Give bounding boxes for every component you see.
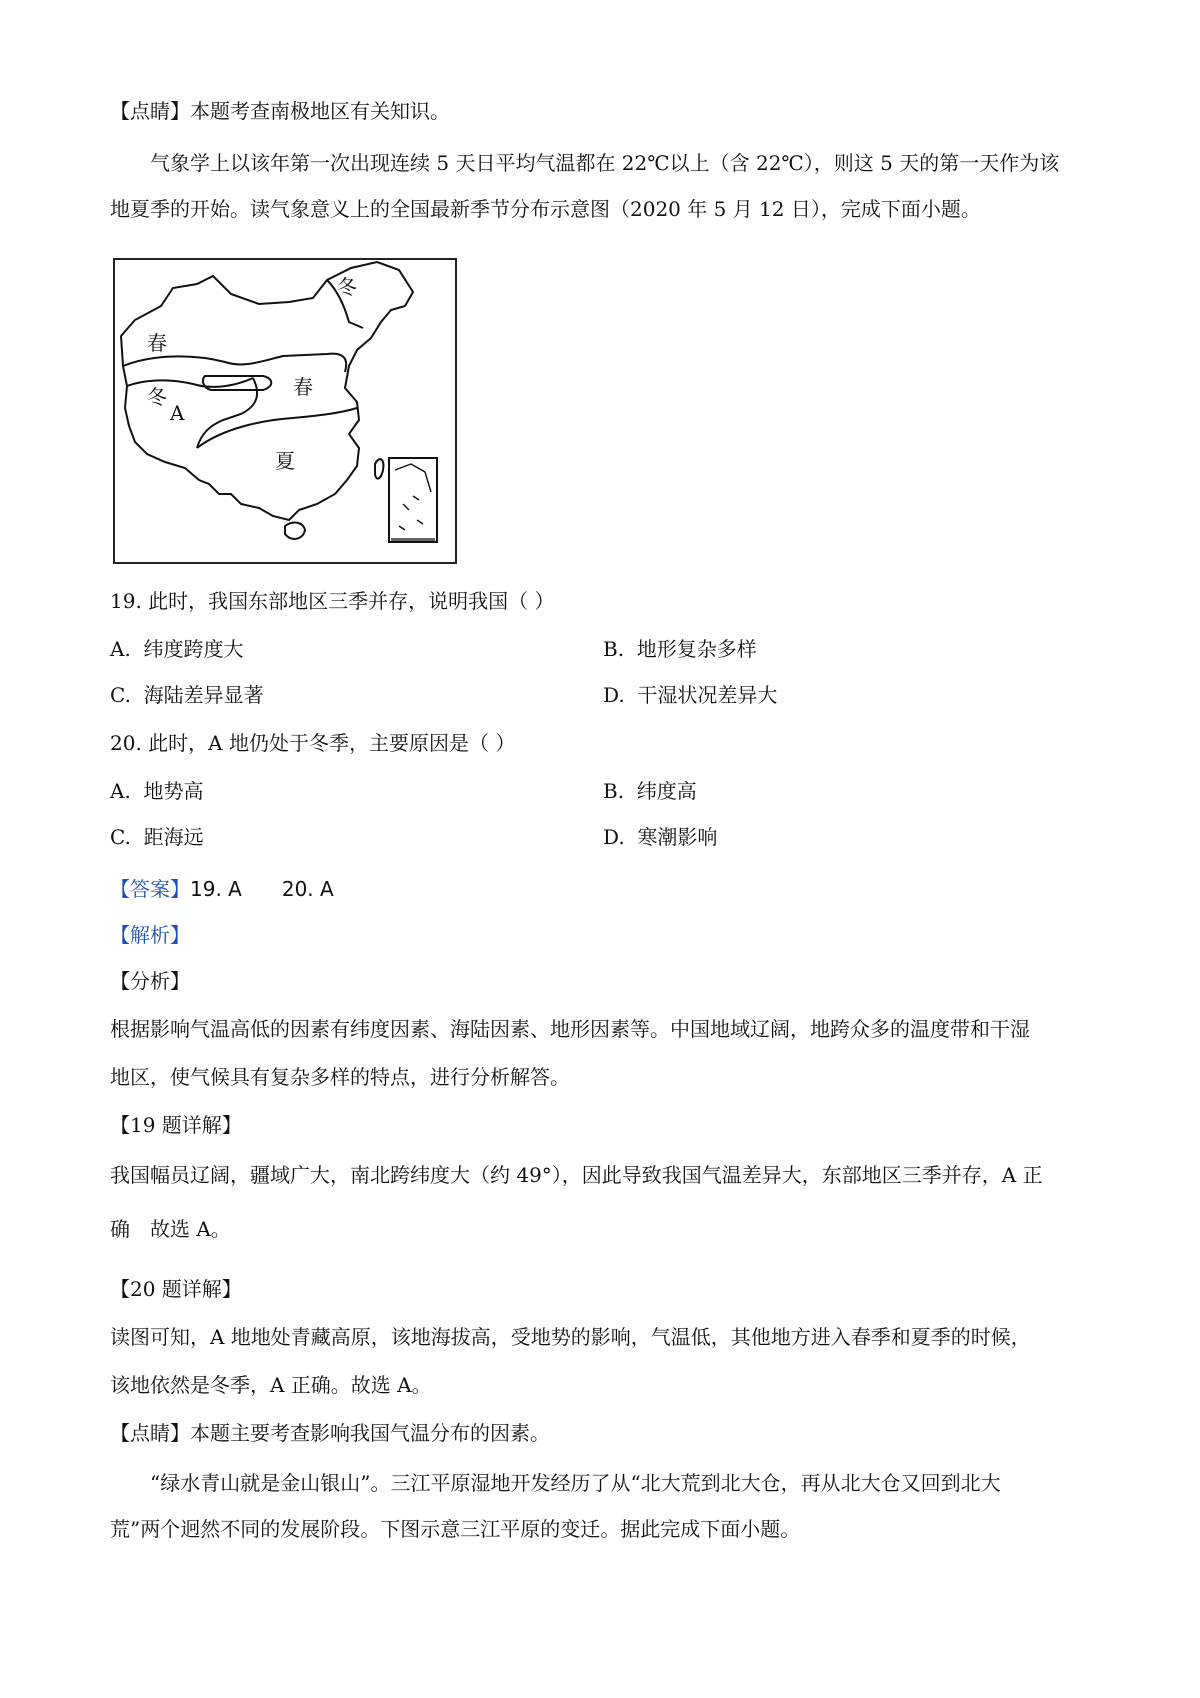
q19-option-c (110, 680, 264, 710)
q19-option-c-letter: C. (110, 683, 131, 707)
analysis-fenxi-title: 【分析】 (110, 969, 190, 993)
detail-20-p1: 读图可知，A 地地处青藏高原，该地海拔高，受地势的影响，气温低，其他地方进入春季和夏季的时候， (110, 1325, 1031, 1349)
next-intro-p2: 荒”两个迥然不同的发展阶段。下图示意三江平原的变迁。据此完成下面小题。 (110, 1517, 801, 1541)
q19-option-d (603, 680, 777, 710)
south-china-sea-inset (389, 458, 437, 542)
q19-option-b-letter: B. (603, 637, 625, 661)
detail-19-p2: 确 故选 A。 (110, 1217, 231, 1241)
q19-option-c-text: 海陆差异显著 (143, 683, 264, 707)
answer-20: 20. A (281, 877, 334, 901)
detail-19-title: 【19 题详解】 (110, 1113, 242, 1137)
dianjing-line: 【点睛】本题主要考查影响我国气温分布的因素。 (110, 1421, 550, 1445)
q20-option-b-letter: B. (603, 779, 625, 803)
china-season-map (113, 258, 457, 564)
label-central-spring: 春 (293, 375, 313, 399)
analysis-p1: 根据影响气温高低的因素有纬度因素、海陆因素、地形因素等。中国地域辽阔，地跨众多的温度带和干湿 (110, 1017, 1030, 1041)
detail-20-title: 【20 题详解】 (110, 1277, 242, 1301)
q20-option-d-letter: D. (603, 825, 625, 849)
q20-option-a (110, 776, 204, 806)
label-point-a: A (170, 401, 185, 425)
q20-option-c-letter: C. (110, 825, 131, 849)
answer-line (110, 874, 1100, 904)
intro-line-2: 地夏季的开始。读气象意义上的全国最新季节分布示意图（2020 年 5 月 12 日），完成下面小题。 (110, 197, 981, 221)
q20-option-d-text: 寒潮影响 (637, 825, 718, 849)
q20-option-b-text: 纬度高 (636, 779, 697, 803)
q19-option-b (603, 634, 757, 664)
analysis-tag: 【解析】 (110, 923, 190, 947)
q19-option-b-text: 地形复杂多样 (636, 637, 757, 661)
inset-scale-bar (391, 538, 435, 541)
q19-option-d-letter: D. (603, 683, 625, 707)
q19-option-a-text: 纬度跨度大 (143, 637, 244, 661)
prev-dianjing-line: 【点睛】本题考查南极地区有关知识。 (110, 99, 450, 123)
intro-line-1: 气象学上以该年第一次出现连续 5 天日平均气温都在 22℃以上（含 22℃），则这 5 天的第一天作为该 (150, 151, 1060, 175)
q19-option-a-letter: A. (110, 637, 131, 661)
detail-20-p2: 该地依然是冬季，A 正确。故选 A。 (110, 1373, 432, 1397)
label-south-summer: 夏 (275, 449, 295, 473)
label-tibet-winter: 冬 (147, 385, 167, 409)
q20-option-b (603, 776, 697, 806)
q19-option-d-text: 干湿状况差异大 (637, 683, 778, 707)
q20-option-c (110, 822, 204, 852)
china-season-map-graphic (113, 258, 457, 564)
answer-19: 19. A (190, 877, 242, 901)
q19-option-a (110, 634, 244, 664)
label-northeast-winter: 冬 (337, 275, 357, 299)
q19-stem: 19. 此时，我国东部地区三季并存，说明我国（ ） (110, 589, 555, 613)
analysis-p2: 地区，使气候具有复杂多样的特点，进行分析解答。 (110, 1065, 570, 1089)
label-northwest-spring: 春 (147, 331, 167, 355)
next-intro-p1: “绿水青山就是金山银山”。三江平原湿地开发经历了从“北大荒到北大仓，再从北大仓又回到北大 (150, 1471, 1001, 1495)
q20-stem: 20. 此时，A 地仍处于冬季，主要原因是（ ） (110, 731, 516, 755)
q20-option-a-text: 地势高 (143, 779, 204, 803)
detail-19-p1: 我国幅员辽阔，疆域广大，南北跨纬度大（约 49°），因此导致我国气温差异大，东部地区三季并存，A 正 (110, 1163, 1043, 1187)
q20-option-a-letter: A. (110, 779, 131, 803)
answer-tag: 【答案】 (110, 877, 190, 901)
q20-option-d (603, 822, 717, 852)
q20-option-c-text: 距海远 (143, 825, 204, 849)
